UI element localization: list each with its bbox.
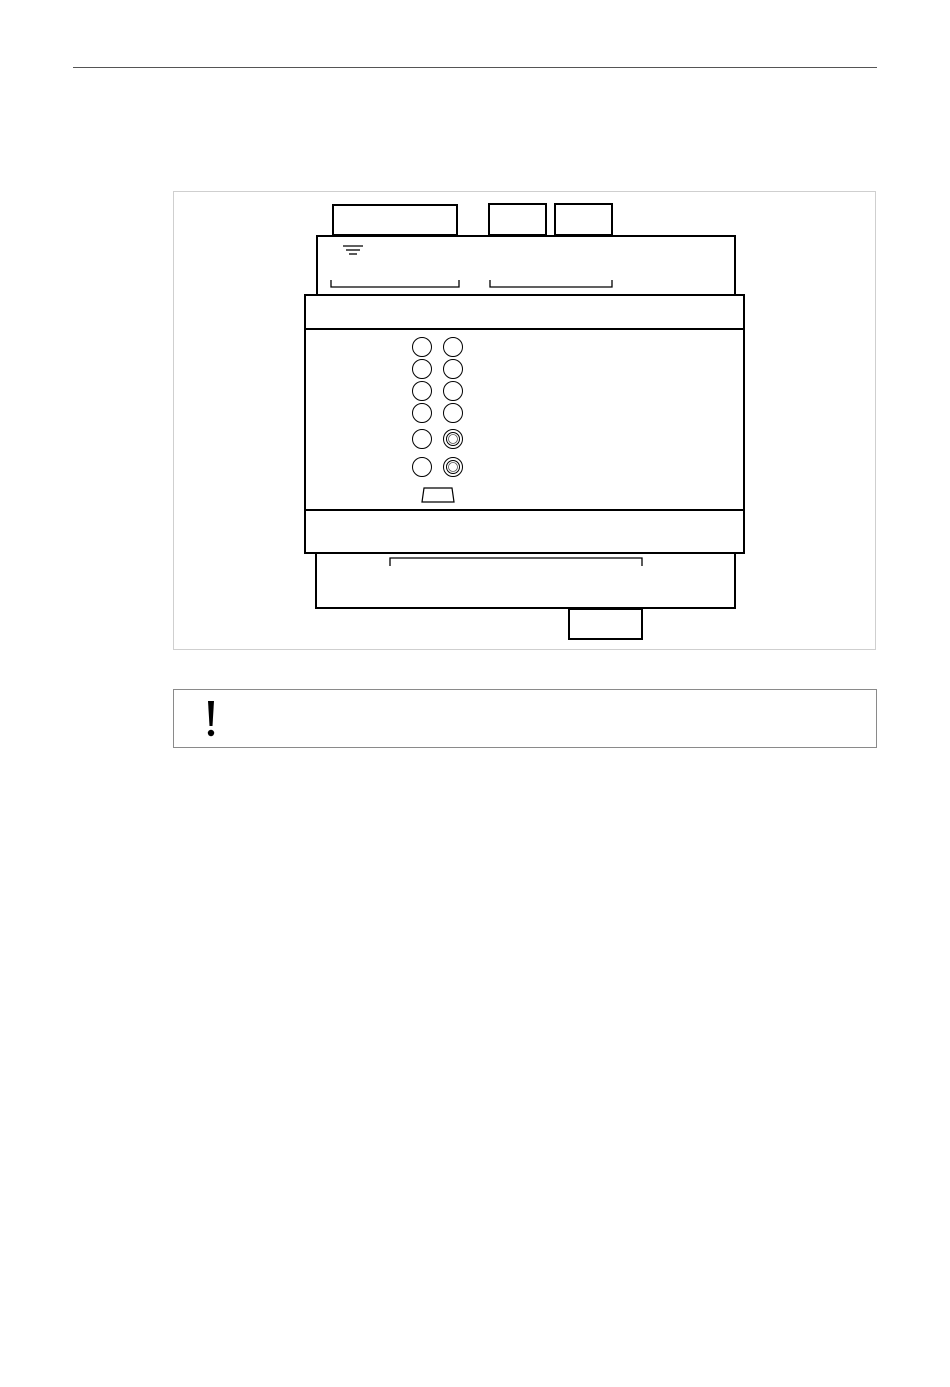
warning-note [173, 689, 877, 748]
port-a-rx-led [444, 382, 463, 401]
lower-housing [316, 553, 735, 608]
run-led [413, 338, 432, 357]
power-terminal-block [333, 205, 457, 235]
port-a-terminal-block-2 [555, 204, 612, 235]
button-a-led [413, 430, 432, 449]
button-b-led [413, 458, 432, 477]
port-a-tx-led [413, 382, 432, 401]
port-b-rx-led [444, 404, 463, 423]
exclamation-icon [204, 699, 218, 739]
console-port [422, 488, 454, 502]
port-b-terminal-block [569, 609, 642, 639]
eth-link-led [413, 360, 432, 379]
port-a-terminal-block-1 [489, 204, 546, 235]
port-b-tx-led [413, 404, 432, 423]
upper-housing [317, 236, 735, 295]
eth-speed-led [444, 360, 463, 379]
front-panel [305, 295, 744, 553]
button-a-push [444, 430, 463, 449]
error-led [444, 338, 463, 357]
button-b-push [444, 458, 463, 477]
